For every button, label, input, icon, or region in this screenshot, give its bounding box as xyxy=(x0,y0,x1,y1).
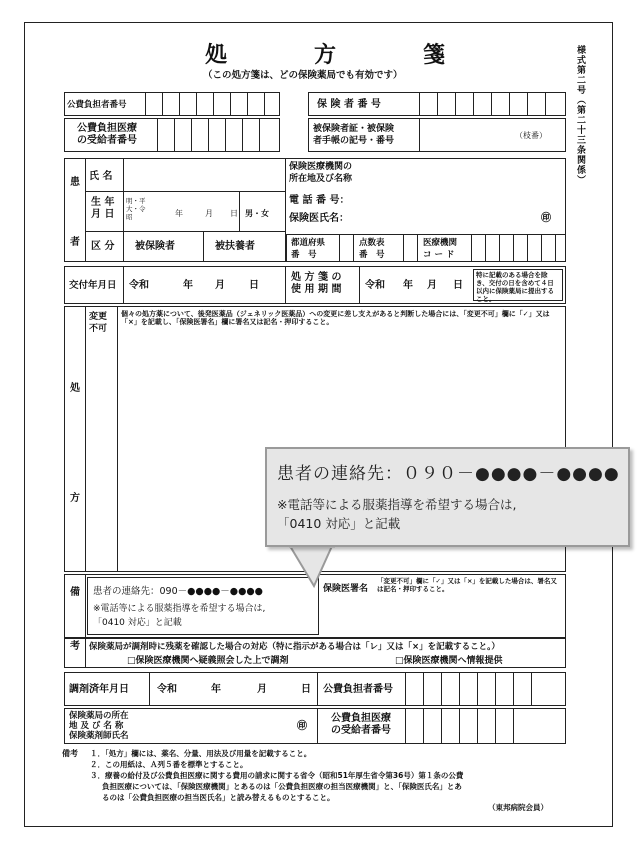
inventory-instruction: 保険薬局が調剤時に残薬を確認した場合の対応（特に指示がある場合は「レ」又は「×」を記載すること。） xyxy=(89,642,500,652)
institution-location-label: 保険医療機関の 所在地及び名称 xyxy=(289,162,353,184)
insurer-number-row: 保 険 者 番 号 xyxy=(308,92,566,116)
inventory-block: 考 保険薬局が調剤時に残薬を確認した場合の対応（特に指示がある場合は「レ」又は「×」を記載すること。） □保険医療機関へ疑義照会した上で調剤 □保険医療機関へ情報提供 xyxy=(64,638,566,668)
remarks-block: 備 患者の連絡先：090－●●●●－●●●● ※電話等による服薬指導を希望する場合は, 「0410 対応」と記載 保険医署名 「変更不可」欄に「✓」又は「×」を記載した場合は、署名又は記名・押印すること。 xyxy=(64,574,566,638)
dependent-option[interactable]: 被扶養者 xyxy=(215,241,255,252)
contact-note: ※電話等による服薬指導を希望する場合は, 「0410 対応」と記載 xyxy=(93,604,266,628)
form-subtitle: （この処方箋は、どの保険薬局でも有効です） xyxy=(203,70,403,81)
phone-label: 電 話 番 号： xyxy=(289,195,350,206)
gender-field[interactable]: 男・女 xyxy=(245,209,269,218)
contact-label: 患者の連絡先：090－●●●●－●●●● xyxy=(93,586,263,597)
form-title xyxy=(205,38,445,69)
callout-pointer xyxy=(270,540,360,590)
prescription-instruction: 個々の処方薬について、後発医薬品（ジェネリック医薬品）への変更に差し支えがあると判断した場合には、「変更不可」欄に「✓」又は「×」を記載し、「保険医署名」欄に署名又は記名・押印すること。 xyxy=(121,310,550,326)
dispensing-recipient-label: 公費負担医療 の受給者番号 xyxy=(331,713,391,736)
title-char: 方 xyxy=(313,42,336,68)
dispensing-date-row: 調剤済年月日 令和 年 月 日 公費負担者番号 xyxy=(64,672,566,706)
era-options: 明・平 大・令 昭 xyxy=(126,197,146,221)
doctor-label: 保険医氏名： xyxy=(289,213,349,224)
notes-list: １．「処方」欄には、薬名、分量、用法及び用量を記載すること。 ２．この用紙は、Ａ列５番を標準とすること。 ３．療養の給付及び公費負担医療に関する費用の請求に関する省令（昭和51年厚生省令第36号）第１条の公費 負担医療については、「保険医療機関」とあるのは「公費負担医療の担当医療機関」と、「保険医氏名」とあ るのは「公費負担医療の担当医氏名」と読み替えるものとすること。 xyxy=(90,749,464,802)
issue-date-label: 交付年月日 xyxy=(69,280,117,291)
notes-heading: 備考 xyxy=(62,749,78,758)
callout-headline: 患者の連絡先：０９０－●●●●－●●●● xyxy=(277,464,620,484)
no-change-label: 変更 不可 xyxy=(89,312,108,334)
signature-label: 保険医署名 xyxy=(323,584,369,594)
public-payer-row: 公費負担者番号 xyxy=(64,92,280,116)
insured-card-row: 被保険者証・被保険 者手帳の記号・番号 （枝番） xyxy=(308,118,566,152)
insured-person-option[interactable]: 被保険者 xyxy=(135,241,175,252)
validity-note: 特に記載のある場合を除き、交付の日を含めて４日以内に保険薬局に提出すること。 xyxy=(473,269,563,301)
dates-row: 交付年月日 令和 年 月 日 処 方 箋 の 使 用 期 間 令和 年 月 日 特に記載のある場合を除き、交付の日を含めて４日以内に保険薬局に提出すること。 xyxy=(64,266,566,304)
title-char: 箋 xyxy=(422,42,445,68)
seal-icon: ㊞ xyxy=(297,721,307,732)
callout-note: ※電話等による服薬指導を希望する場合は, 「0410 対応」と記載 xyxy=(277,497,517,531)
patient-block: 患 者 氏 名 生 年 月 日 明・平 大・令 昭 年 月 日 男・女 区 分 被保険者 被扶養者 保険医療機関の 所在地及び名称 電 話 番 号： 保険医氏名： ㊞ xyxy=(64,158,566,262)
pharmacy-label: 保険薬局の所在 地 及 び 名 称 保険薬剤師氏名 xyxy=(69,711,129,741)
public-recipient-row: 公費負担医療 の受給者番号 xyxy=(64,118,280,152)
seal-icon: ㊞ xyxy=(541,213,551,224)
patient-name-label: 氏 名 xyxy=(89,171,113,182)
inquiry-checkbox[interactable]: □保険医療機関へ疑義照会した上で調剤 xyxy=(127,656,289,666)
signature-note: 「変更不可」欄に「✓」又は「×」を記載した場合は、署名又は記名・押印すること。 xyxy=(377,577,557,593)
pharmacy-row xyxy=(64,708,566,744)
form-number: 様式第二号（第二十三条関係） xyxy=(575,45,585,185)
callout-bubble xyxy=(265,447,630,547)
dispensing-payer-label: 公費負担者番号 xyxy=(323,684,393,695)
notes-signature: （東邦病院会員） xyxy=(488,803,548,812)
birth-label: 生 年 月 日 xyxy=(91,197,115,220)
validity-label: 処 方 箋 の 使 用 期 間 xyxy=(291,272,342,295)
institution-code-row: 都道府県 番 号 点数表 番 号 医療機関 コ ー ド xyxy=(286,234,566,262)
prescription-body: 処 方 変更 不可 個々の処方薬について、後発医薬品（ジェネリック医薬品）への変更に差し支えがあると判断した場合には、「変更不可」欄に「✓」又は「×」を記載し、「保険医署名」欄に署名又は記名・押印すること。 xyxy=(64,306,566,572)
title-char: 処 xyxy=(205,42,228,68)
info-provide-checkbox[interactable]: □保険医療機関へ情報提供 xyxy=(395,656,503,666)
